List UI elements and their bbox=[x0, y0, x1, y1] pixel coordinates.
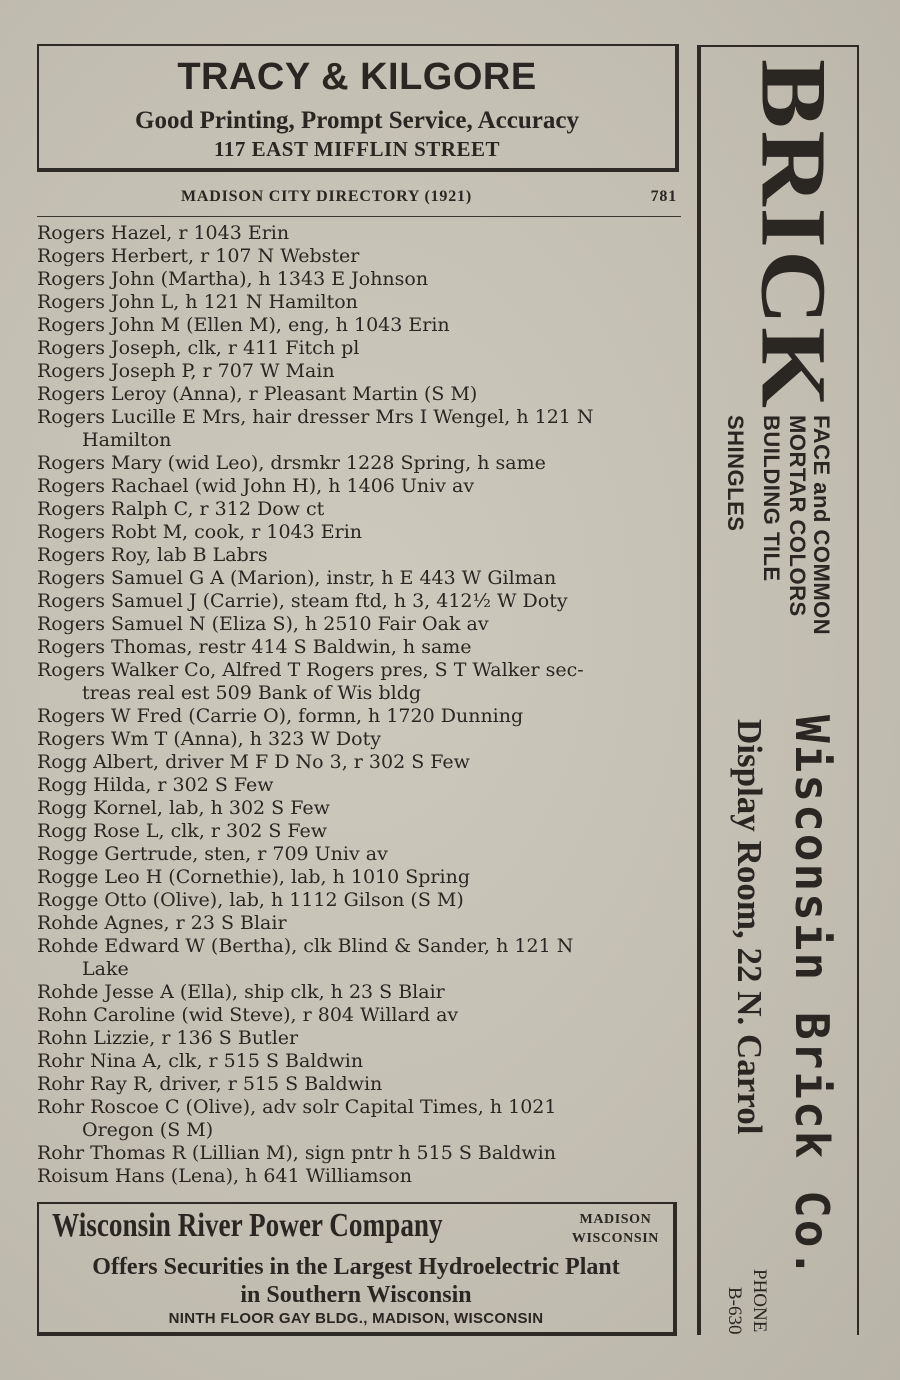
entry-text: Rogers John (Martha), h 1343 E Johnson bbox=[37, 268, 429, 290]
entry-continuation: Oregon (S M) bbox=[82, 1119, 214, 1141]
region-line: in Southern Wisconsin bbox=[240, 1282, 472, 1308]
entry-text: Rogge Leo H (Cornethie), lab, h 1010 Spring bbox=[37, 866, 470, 888]
directory-entry bbox=[37, 360, 685, 383]
power-company-name: Wisconsin River Power Company bbox=[52, 1207, 443, 1244]
entry-continuation: treas real est 509 Bank of Wis bldg bbox=[82, 682, 422, 704]
directory-entry bbox=[37, 406, 685, 452]
entry-text: Rogge Gertrude, sten, r 709 Univ av bbox=[37, 843, 388, 865]
tracy-kilgore-advertisement bbox=[37, 44, 679, 172]
directory-entry bbox=[37, 1027, 685, 1050]
display-room-address: Display Room, 22 N. Carrol bbox=[730, 719, 769, 1135]
entry-text: Rohn Caroline (wid Steve), r 804 Willard av bbox=[37, 1004, 459, 1026]
entry-text: Rohde Jesse A (Ella), ship clk, h 23 S Blair bbox=[37, 981, 445, 1003]
entry-text: Rohde Agnes, r 23 S Blair bbox=[37, 912, 287, 934]
directory-entry bbox=[37, 705, 685, 728]
entry-text: Rogers Ralph C, r 312 Dow ct bbox=[37, 498, 325, 520]
directory-entry bbox=[37, 636, 685, 659]
directory-entry bbox=[37, 751, 685, 774]
directory-entry bbox=[37, 567, 685, 590]
advertiser-tagline: Good Printing, Prompt Service, Accuracy bbox=[135, 107, 579, 134]
entry-text: Rogge Otto (Olive), lab, h 1112 Gilson (S M) bbox=[37, 889, 464, 911]
directory-entry bbox=[37, 866, 685, 889]
wisconsin-brick-advertisement bbox=[697, 45, 859, 1335]
location-state: WISCONSIN bbox=[571, 1231, 659, 1246]
directory-entry bbox=[37, 475, 685, 498]
entry-text: Roisum Hans (Lena), h 641 Williamson bbox=[37, 1165, 412, 1187]
phone-number: B-630 bbox=[724, 1287, 745, 1335]
entry-text: Rogers Roy, lab B Labrs bbox=[37, 544, 268, 566]
entry-text: Rohn Lizzie, r 136 S Butler bbox=[37, 1027, 299, 1049]
directory-entry bbox=[37, 452, 685, 475]
directory-entry bbox=[37, 590, 685, 613]
page-number: 781 bbox=[650, 188, 677, 205]
entry-text: Rogg Hilda, r 302 S Few bbox=[37, 774, 274, 796]
directory-entry bbox=[37, 291, 685, 314]
offer-line: Offers Securities in the Largest Hydroelectric Plant bbox=[92, 1254, 620, 1280]
directory-entry bbox=[37, 774, 685, 797]
entry-text: Rogers W Fred (Carrie O), formn, h 1720 Dunning bbox=[37, 705, 524, 727]
product-shingles: SHINGLES bbox=[723, 415, 748, 532]
directory-listing bbox=[37, 222, 685, 1188]
product-building-tile: BUILDING TILE bbox=[759, 415, 784, 582]
directory-entry bbox=[37, 1050, 685, 1073]
entry-text: Rogers John L, h 121 N Hamilton bbox=[37, 291, 358, 313]
directory-entry bbox=[37, 268, 685, 291]
directory-entry bbox=[37, 1165, 685, 1188]
directory-entry bbox=[37, 889, 685, 912]
entry-text: Rohde Edward W (Bertha), clk Blind & Sander, h 121 N bbox=[37, 935, 574, 957]
directory-entry bbox=[37, 820, 685, 843]
entry-text: Rogers Samuel G A (Marion), instr, h E 443 W Gilman bbox=[37, 567, 557, 589]
wisconsin-river-power-advertisement bbox=[37, 1202, 677, 1336]
running-header bbox=[37, 188, 681, 212]
directory-entry bbox=[37, 728, 685, 751]
entry-text: Rogers Thomas, restr 414 S Baldwin, h same bbox=[37, 636, 472, 658]
entry-text: Rogers Mary (wid Leo), drsmkr 1228 Spring, h same bbox=[37, 452, 546, 474]
entry-text: Rogers John M (Ellen M), eng, h 1043 Erin bbox=[37, 314, 450, 336]
entry-text: Rogers Joseph, clk, r 411 Fitch pl bbox=[37, 337, 360, 359]
directory-entry bbox=[37, 912, 685, 935]
office-address: NINTH FLOOR GAY BLDG., MADISON, WISCONSIN bbox=[168, 1310, 544, 1327]
directory-entry bbox=[37, 498, 685, 521]
phone-label: PHONE bbox=[749, 1269, 770, 1333]
product-mortar-colors: MORTAR COLORS bbox=[785, 415, 810, 617]
directory-entry bbox=[37, 659, 685, 705]
entry-text: Rohr Thomas R (Lillian M), sign pntr h 515 S Baldwin bbox=[37, 1142, 556, 1164]
power-company-location bbox=[572, 1210, 659, 1248]
directory-entry bbox=[37, 544, 685, 567]
entry-text: Rohr Ray R, driver, r 515 S Baldwin bbox=[37, 1073, 383, 1095]
entry-text: Rogers Wm T (Anna), h 323 W Doty bbox=[37, 728, 381, 750]
directory-entry bbox=[37, 1096, 685, 1142]
header-rule bbox=[37, 216, 681, 217]
entry-text: Rogers Joseph P, r 707 W Main bbox=[37, 360, 335, 382]
entry-text: Rogg Rose L, clk, r 302 S Few bbox=[37, 820, 328, 842]
entry-text: Rogers Rachael (wid John H), h 1406 Univ av bbox=[37, 475, 475, 497]
entry-text: Rogg Kornel, lab, h 302 S Few bbox=[37, 797, 330, 819]
directory-entry bbox=[37, 314, 685, 337]
directory-entry bbox=[37, 337, 685, 360]
entry-text: Rogers Samuel J (Carrie), steam ftd, h 3, 412½ W Doty bbox=[37, 590, 568, 612]
brick-company-name: Wisconsin Brick Co. bbox=[785, 715, 839, 1280]
brick-headline: BRICK bbox=[741, 59, 846, 410]
directory-entry bbox=[37, 797, 685, 820]
entry-text: Rohr Roscoe C (Olive), adv solr Capital Times, h 1021 bbox=[37, 1096, 557, 1118]
entry-text: Rohr Nina A, clk, r 515 S Baldwin bbox=[37, 1050, 364, 1072]
directory-title: MADISON CITY DIRECTORY (1921) bbox=[181, 188, 472, 205]
directory-entry bbox=[37, 935, 685, 981]
entry-text: Rogers Samuel N (Eliza S), h 2510 Fair Oak av bbox=[37, 613, 489, 635]
directory-entry bbox=[37, 521, 685, 544]
directory-entry bbox=[37, 1073, 685, 1096]
advertiser-name: TRACY & KILGORE bbox=[177, 56, 537, 98]
entry-continuation: Lake bbox=[82, 958, 129, 980]
advertiser-address: 117 EAST MIFFLIN STREET bbox=[214, 137, 500, 161]
entry-text: Rogers Lucille E Mrs, hair dresser Mrs I Wengel, h 121 N bbox=[37, 406, 594, 428]
product-face-common: FACE and COMMON bbox=[809, 415, 834, 636]
entry-text: Rogers Walker Co, Alfred T Rogers pres, S T Walker sec- bbox=[37, 659, 584, 681]
entry-text: Rogers Hazel, r 1043 Erin bbox=[37, 222, 290, 244]
entry-continuation: Hamilton bbox=[82, 429, 172, 451]
directory-entry bbox=[37, 613, 685, 636]
entry-text: Rogers Leroy (Anna), r Pleasant Martin (S M) bbox=[37, 383, 478, 405]
entry-text: Rogg Albert, driver M F D No 3, r 302 S Few bbox=[37, 751, 470, 773]
entry-text: Rogers Herbert, r 107 N Webster bbox=[37, 245, 360, 267]
directory-entry bbox=[37, 1142, 685, 1165]
directory-entry bbox=[37, 1004, 685, 1027]
directory-entry bbox=[37, 981, 685, 1004]
directory-entry bbox=[37, 245, 685, 268]
entry-text: Rogers Robt M, cook, r 1043 Erin bbox=[37, 521, 363, 543]
directory-entry bbox=[37, 843, 685, 866]
location-city: MADISON bbox=[579, 1212, 652, 1227]
directory-entry bbox=[37, 383, 685, 406]
directory-entry bbox=[37, 222, 685, 245]
